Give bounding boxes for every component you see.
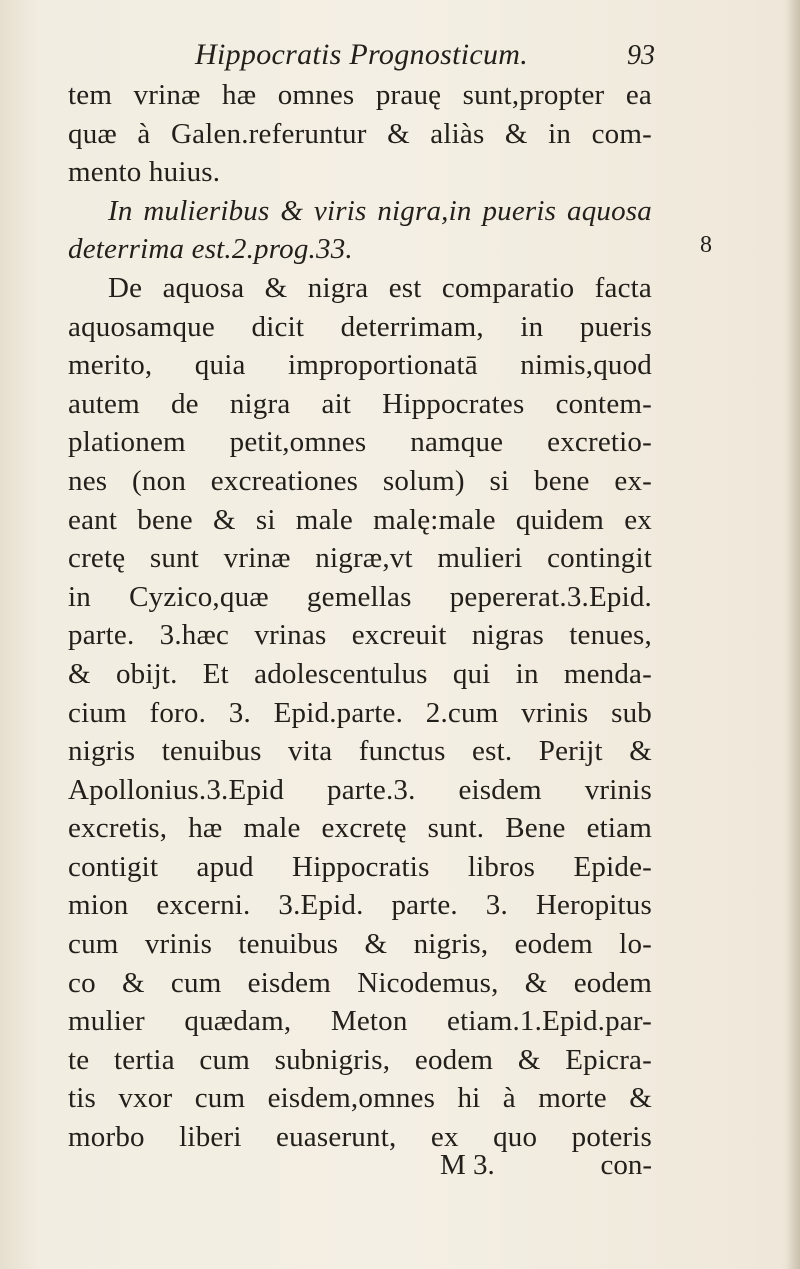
text-line: quæ à Galen.referuntur & aliàs & in com- [68, 117, 652, 150]
text-line: te tertia cum subnigris, eodem & Epicra- [68, 1043, 652, 1076]
footer-catchline [68, 1146, 652, 1184]
body-text [68, 76, 652, 1157]
text-line: morbo liberi euaserunt, ex quo poteris [68, 1121, 652, 1154]
signature-mark: M 3. [440, 1149, 495, 1181]
text-line: mulier quædam, Meton etiam.1.Epid.par- [68, 1005, 652, 1038]
text-line: parte. 3.hæc vrinas excreuit nigras tenues, [68, 619, 652, 652]
text-line: nigris tenuibus vita functus est. Perijt & [68, 735, 652, 768]
text-line: eant bene & si male malę:male quidem ex [68, 503, 652, 536]
text-line: merito, quia improportionatā nimis,quod [68, 349, 652, 382]
text-line: & obijt. Et adolescentulus qui in menda- [68, 657, 652, 690]
section-heading-line: deterrima est.2.prog.33. [68, 233, 353, 266]
running-title: Hippocratis Prognosticum. [195, 38, 529, 71]
marginal-note: 8 [700, 232, 712, 258]
text-line: cum vrinis tenuibus & nigris, eodem lo- [68, 928, 652, 961]
text-line: cium foro. 3. Epid.parte. 2.cum vrinis sub [68, 696, 652, 729]
text-line: nes (non excreationes solum) si bene ex- [68, 464, 652, 497]
section-heading-line: In mulieribus & viris nigra,in pueris aquosa [108, 194, 652, 227]
text-line: Apollonius.3.Epid parte.3. eisdem vrinis [68, 773, 652, 806]
text-line: aquosamque dicit deterrimam, in pueris [68, 310, 652, 343]
text-line: in Cyzico,quæ gemellas pepererat.3.Epid. [68, 580, 652, 613]
text-line: tis vxor cum eisdem,omnes hi à morte & [68, 1082, 652, 1115]
text-line: mion excerni. 3.Epid. parte. 3. Heropitus [68, 889, 652, 922]
page-edge-shadow [786, 0, 800, 1269]
text-line: autem de nigra ait Hippocrates contem- [68, 387, 652, 420]
text-line: tem vrinæ hæ omnes prauę sunt,propter ea [68, 79, 652, 111]
text-line: co & cum eisdem Nicodemus, & eodem [68, 966, 652, 999]
text-line: contigit apud Hippocratis libros Epide- [68, 850, 652, 883]
catchword: con- [600, 1149, 652, 1181]
text-line: cretę sunt vrinæ nigræ,vt mulieri contingit [68, 542, 652, 575]
text-line: plationem petit,omnes namque excretio- [68, 426, 652, 459]
text-line: excretis, hæ male excretę sunt. Bene etiam [68, 812, 652, 845]
text-line: De aquosa & nigra est comparatio facta [108, 271, 652, 304]
page-number: 93 [627, 40, 655, 71]
text-line: mento huius. [68, 156, 221, 189]
